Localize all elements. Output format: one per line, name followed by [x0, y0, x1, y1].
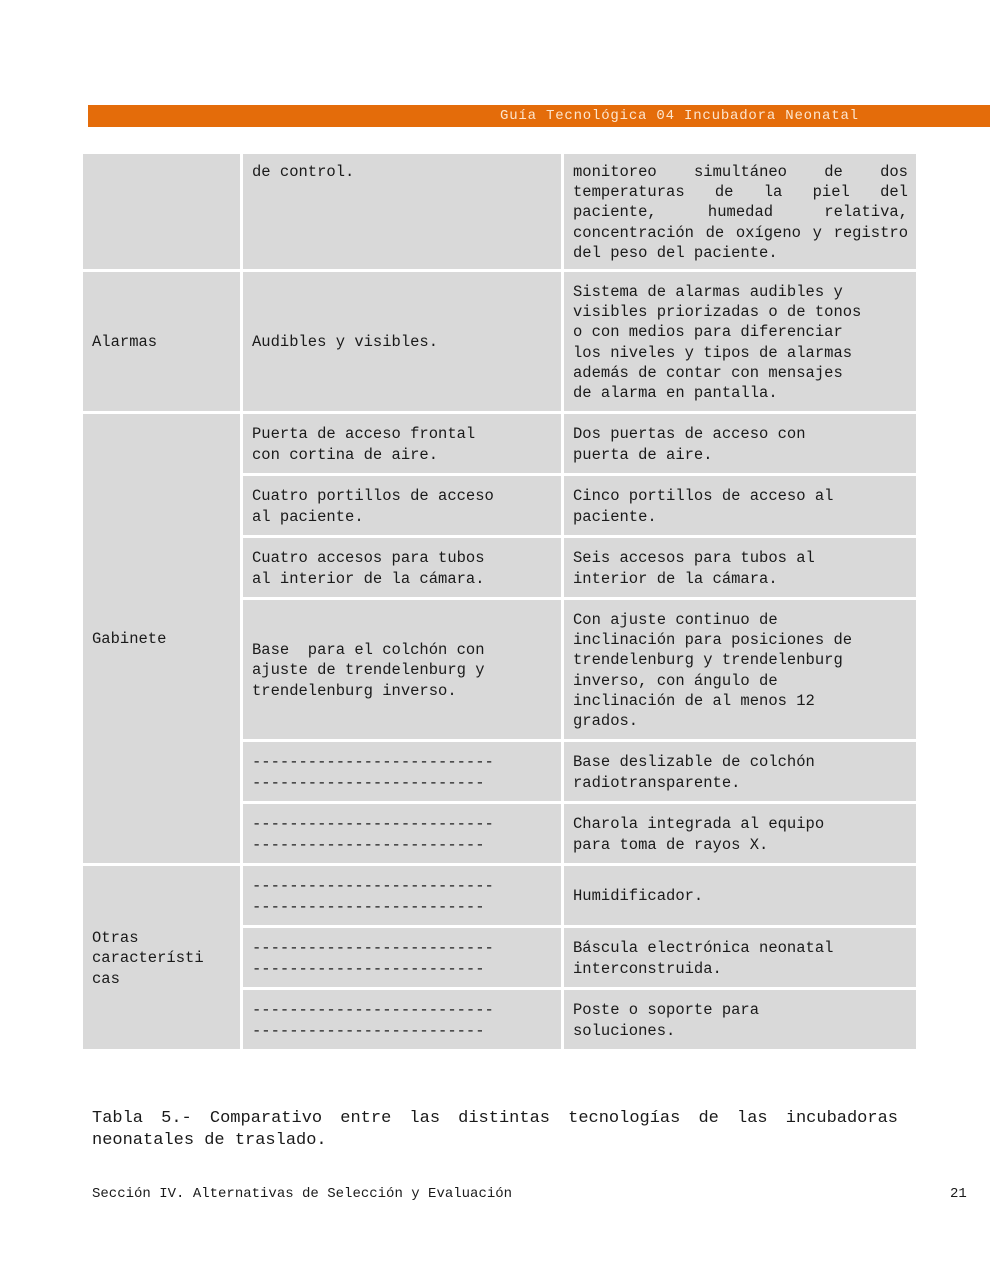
table-cell-alternative: Sistema de alarmas audibles y visibles priorizadas o de tonos o con medios para diferenciar los niveles y tipos de alarmas además de contar con mensajes de alarma en pantalla.: [563, 271, 918, 413]
table-cell-alternative: Base deslizable de colchón radiotransparente.: [563, 741, 918, 803]
table-cell-alternative: Humidificador.: [563, 865, 918, 927]
table-cell-category: [82, 153, 242, 271]
table-cell-requirement: Audibles y visibles.: [242, 271, 563, 413]
footer-section-title: Sección IV. Alternativas de Selección y Evaluación: [92, 1186, 513, 1202]
page-number: 21: [950, 1186, 967, 1202]
table-cell-alternative: Dos puertas de acceso con puerta de aire.: [563, 413, 918, 475]
header-title: Guía Tecnológica 04 Incubadora Neonatal: [500, 108, 859, 124]
table-cell-alternative: Báscula electrónica neonatal interconstruida.: [563, 927, 918, 989]
table-cell-category: Gabinete: [82, 413, 242, 865]
table-cell-requirement: Puerta de acceso frontal con cortina de aire.: [242, 413, 563, 475]
table-cell-alternative: Seis accesos para tubos al interior de la cámara.: [563, 537, 918, 599]
table-row: [82, 153, 918, 271]
table-cell-alternative: Poste o soporte para soluciones.: [563, 989, 918, 1051]
table-cell-alternative: monitoreo simultáneo de dos temperaturas de la piel del paciente, humedad relativa, concentración de oxígeno y registro del peso del paciente.: [563, 153, 918, 271]
table-row: [82, 271, 918, 413]
table-cell-requirement: -------------------------- -------------------------: [242, 865, 563, 927]
table-cell-requirement: -------------------------- -------------------------: [242, 927, 563, 989]
table-row: [82, 865, 918, 927]
table-cell-requirement: -------------------------- -------------------------: [242, 989, 563, 1051]
table-caption: Tabla 5.- Comparativo entre las distintas tecnologías de las incubadoras neonatales de traslado.: [92, 1109, 898, 1150]
table-cell-alternative: Con ajuste continuo de inclinación para posiciones de trendelenburg y trendelenburg inverso, con ángulo de inclinación de al menos 12 grados.: [563, 599, 918, 741]
table-cell-requirement: Cuatro accesos para tubos al interior de la cámara.: [242, 537, 563, 599]
table-cell-requirement: de control.: [242, 153, 563, 271]
table-cell-requirement: -------------------------- -------------------------: [242, 741, 563, 803]
table-row: [82, 413, 918, 475]
table-cell-category: Alarmas: [82, 271, 242, 413]
table-cell-requirement: Base para el colchón con ajuste de trendelenburg y trendelenburg inverso.: [242, 599, 563, 741]
table-cell-requirement: -------------------------- -------------------------: [242, 803, 563, 865]
table-cell-alternative: Charola integrada al equipo para toma de rayos X.: [563, 803, 918, 865]
table-cell-alternative: Cinco portillos de acceso al paciente.: [563, 475, 918, 537]
table-cell-requirement: Cuatro portillos de acceso al paciente.: [242, 475, 563, 537]
table-cell-category: Otras característi cas: [82, 865, 242, 1051]
comparison-table: [80, 151, 919, 1052]
